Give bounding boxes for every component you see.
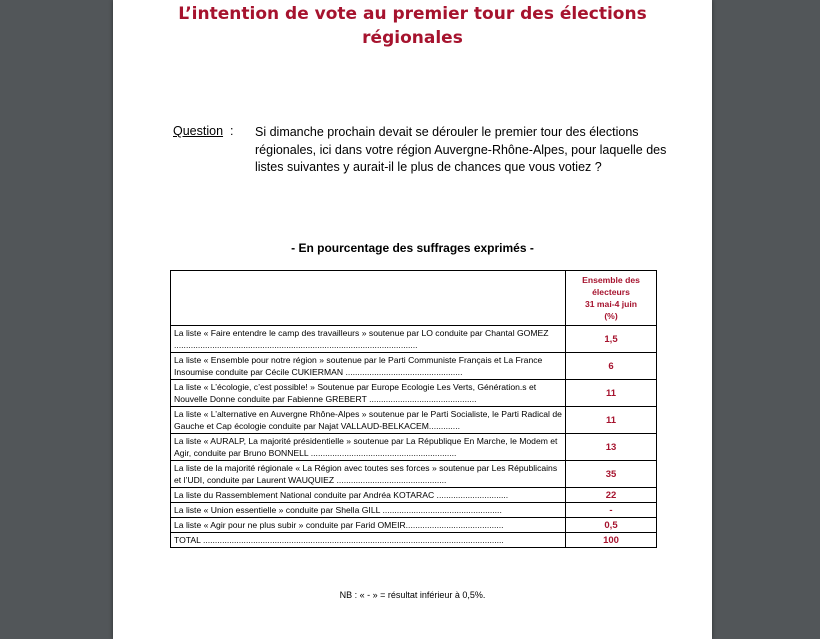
row-label: La liste « L’écologie, c’est possible! » Soutenue par Europe Ecologie Les Verts, Génération.s et Nouvelle Donne conduite par Fabienne GREBERT ............................................. <box>171 380 566 407</box>
header-line: électeurs <box>592 287 630 297</box>
table-row <box>171 518 657 533</box>
row-value: 1,5 <box>566 326 657 353</box>
header-line: 31 mai-4 juin <box>584 299 638 309</box>
row-value: 11 <box>566 407 657 434</box>
footnote: NB : « - » = résultat inférieur à 0,5%. <box>339 590 486 600</box>
document-page <box>113 0 712 639</box>
row-value: 13 <box>566 434 657 461</box>
row-label: La liste de la majorité régionale « La Région avec toutes ses forces » soutenue par Les Républicains et l’UDI, conduite par Laurent WAUQUIEZ .............................................. <box>171 461 566 488</box>
question-label: Question <box>173 124 224 138</box>
row-label: La liste du Rassemblement National conduite par Andréa KOTARAC .............................. <box>171 488 566 503</box>
row-value: 35 <box>566 461 657 488</box>
total-label: TOTAL .............................................................................................................................. <box>171 533 566 548</box>
row-value: 22 <box>566 488 657 503</box>
table-row <box>171 461 657 488</box>
row-label: La liste « Agir pour ne plus subir » conduite par Farid OMEIR......................................... <box>171 518 566 533</box>
table-row <box>171 434 657 461</box>
table-row <box>171 353 657 380</box>
row-value: 11 <box>566 380 657 407</box>
table-row <box>171 488 657 503</box>
header-line: Ensemble des <box>582 275 640 285</box>
row-label: La liste « Faire entendre le camp des travailleurs » soutenue par LO conduite par Chantal GOMEZ ...................................................................................................... <box>171 326 566 353</box>
header-line: (%) <box>604 311 618 321</box>
question-text: Si dimanche prochain devait se dérouler le premier tour des élections régionales, ici dans votre région Auvergne-Rhône-Alpes, pour laquelle des listes suivantes y aurait-il le plus de chances que vous votiez ? <box>255 125 667 174</box>
row-label: La liste « L’alternative en Auvergne Rhône-Alpes » soutenue par le Parti Socialiste, le Parti Radical de Gauche et Cap écologie conduite par Najat VALLAUD-BELKACEM............. <box>171 407 566 434</box>
title-line-2: régionales <box>362 28 463 48</box>
title-line-1: L’intention de vote au premier tour des élections <box>178 4 647 24</box>
row-value: 0,5 <box>566 518 657 533</box>
header-ensemble-electeurs <box>566 271 657 326</box>
row-value: - <box>566 503 657 518</box>
results-table <box>170 270 657 548</box>
page-title <box>113 2 712 50</box>
table-header-row <box>171 271 657 326</box>
table-row <box>171 326 657 353</box>
question-colon: : <box>230 124 234 138</box>
row-label: La liste « Ensemble pour notre région » soutenue par le Parti Communiste Français et La France Insoumise conduite par Cécile CUKIERMAN ................................................. <box>171 353 566 380</box>
table-row <box>171 380 657 407</box>
total-value: 100 <box>566 533 657 548</box>
table-row <box>171 503 657 518</box>
table-total-row <box>171 533 657 548</box>
table-subheading: - En pourcentage des suffrages exprimés - <box>291 241 534 255</box>
row-value: 6 <box>566 353 657 380</box>
table-row <box>171 407 657 434</box>
header-blank-cell <box>171 271 566 326</box>
row-label: La liste « Union essentielle » conduite par Shella GILL .................................................. <box>171 503 566 518</box>
row-label: La liste « AURALP, La majorité présidentielle » soutenue par La République En Marche, le Modem et Agir, conduite par Bruno BONNELL ............................................................. <box>171 434 566 461</box>
